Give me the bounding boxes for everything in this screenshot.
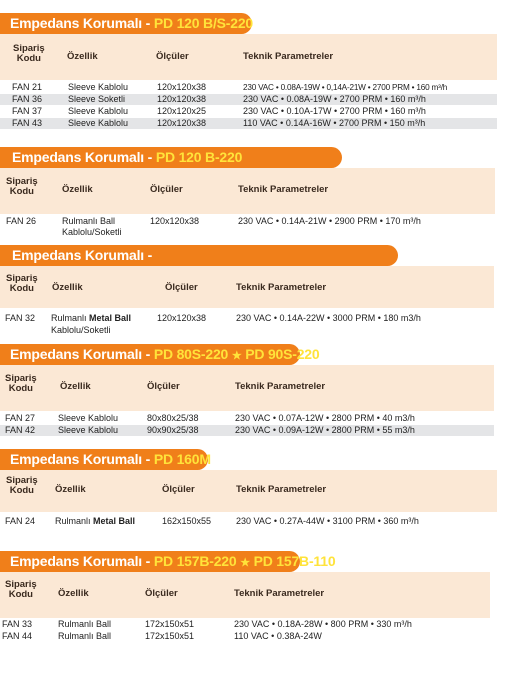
params-cell: 230 VAC • 0.27A-44W • 3100 PRM • 360 m³/h <box>236 516 419 526</box>
feature-bold-text: Metal Ball <box>89 313 132 323</box>
params-cell: 230 VAC • 0.09A-12W • 2800 PRM • 55 m3/h <box>235 425 415 435</box>
code-cell: FAN 33 <box>2 619 33 629</box>
dims-cell: 90x90x25/38 <box>147 425 199 435</box>
title-separator: - <box>147 247 153 263</box>
header-dims: Ölçüler <box>147 381 180 392</box>
feature-cell: Sleeve Kablolu <box>68 118 129 128</box>
section-5-title-tab <box>0 449 211 470</box>
code-cell: FAN 21 <box>12 82 43 92</box>
dims-cell: 120x120x38 <box>150 216 200 226</box>
title-separator: - <box>145 15 151 31</box>
feature-cell: Sleeve Kablolu <box>68 106 129 116</box>
code-cell: FAN 43 <box>12 118 43 128</box>
table-row <box>0 118 497 129</box>
header-params: Teknik Parametreler <box>234 588 325 599</box>
dims-cell: 120x120x38 <box>157 118 207 128</box>
header-code-line2: Kodu <box>9 186 34 197</box>
feature-cell-line2: Kablolu/Soketli <box>51 325 111 335</box>
table-row <box>0 94 497 105</box>
feature-cell <box>55 516 135 527</box>
code-cell: FAN 24 <box>5 516 36 526</box>
code-cell: FAN 44 <box>2 631 33 641</box>
feature-text: Rulmanlı <box>51 313 87 323</box>
title-separator: - <box>147 149 153 165</box>
code-cell: FAN 36 <box>12 94 43 104</box>
params-cell: 230 VAC • 0.08A-19W • 2700 PRM • 160 m³/h <box>243 94 426 104</box>
feature-bold-text: Metal Ball <box>93 516 136 526</box>
header-feature: Özellik <box>60 381 91 392</box>
params-cell: 230 VAC • 0.07A-12W • 2800 PRM • 40 m3/h <box>235 413 415 423</box>
dims-cell: 172x150x51 <box>145 619 195 629</box>
header-code <box>5 580 37 600</box>
feature-cell: Sleeve Kablolu <box>68 82 129 92</box>
table-row <box>0 106 497 117</box>
model-name: PD 160M <box>153 451 211 467</box>
header-code-line2: Kodu <box>9 283 34 294</box>
header-code-line2: Kodu <box>16 53 41 64</box>
header-dims: Ölçüler <box>156 51 189 62</box>
feature-cell: Rulmanlı Ball <box>58 631 112 641</box>
header-code <box>6 177 38 197</box>
params-cell: 230 VAC • 0.18A-28W • 800 PRM • 330 m³/h <box>234 619 412 629</box>
model-name: PD 120 B-220 <box>155 149 243 165</box>
section-title: Empedans Korumalı <box>12 247 144 263</box>
header-code-line1: Sipariş <box>6 176 38 187</box>
header-params: Teknik Parametreler <box>235 381 326 392</box>
code-cell: FAN 32 <box>5 313 36 323</box>
params-cell: 110 VAC • 0.14A-16W • 2700 PRM • 150 m³/h <box>243 118 426 128</box>
section-6-title-tab <box>0 551 336 572</box>
header-params: Teknik Parametreler <box>236 282 327 293</box>
header-feature: Özellik <box>55 484 86 495</box>
section-3-title-tab <box>0 245 398 266</box>
header-dims: Ölçüler <box>162 484 195 495</box>
star-icon: ★ <box>240 557 250 569</box>
title-separator: - <box>145 553 151 569</box>
header-code <box>6 476 38 496</box>
dims-cell: 172x150x51 <box>145 631 195 641</box>
header-params: Teknik Parametreler <box>236 484 327 495</box>
header-code-line2: Kodu <box>8 383 33 394</box>
section-2-title-tab <box>0 147 342 168</box>
header-code <box>5 374 37 394</box>
header-code-line1: Sipariş <box>13 43 45 54</box>
header-code-line2: Kodu <box>9 485 34 496</box>
title-separator: - <box>145 451 151 467</box>
dims-cell: 120x120x25 <box>157 106 207 116</box>
params-cell: 230 VAC • 0.08A-19W • 0,14A-21W • 2700 PRM • 160 m³/h <box>243 83 448 92</box>
section-title: Empedans Korumalı <box>10 15 142 31</box>
header-feature: Özellik <box>58 588 89 599</box>
section-title: Empedans Korumalı <box>10 553 142 569</box>
dims-cell: 120x120x38 <box>157 313 207 323</box>
code-cell: FAN 27 <box>5 413 36 423</box>
dims-cell: 120x120x38 <box>157 94 207 104</box>
model-name: PD 120 B/S-220 <box>153 15 253 31</box>
code-cell: FAN 42 <box>5 425 36 435</box>
model-name: PD 80S-220 <box>153 346 229 362</box>
feature-cell: Rulmanlı Ball <box>62 216 116 226</box>
header-feature: Özellik <box>52 282 83 293</box>
table-row <box>0 413 494 424</box>
code-cell: FAN 26 <box>6 216 37 226</box>
feature-cell: Sleeve Soketli <box>68 94 126 104</box>
dims-cell: 80x80x25/38 <box>147 413 199 423</box>
table-row <box>0 82 497 93</box>
section-4-title-tab <box>0 344 320 365</box>
header-code <box>6 274 38 294</box>
header-dims: Ölçüler <box>165 282 198 293</box>
header-dims: Ölçüler <box>150 184 183 195</box>
params-cell: 230 VAC • 0.14A-21W • 2900 PRM • 170 m³/h <box>238 216 421 226</box>
feature-cell <box>51 313 131 324</box>
section-title: Empedans Korumalı <box>10 451 142 467</box>
header-code-line1: Sipariş <box>5 373 37 384</box>
dims-cell: 162x150x55 <box>162 516 212 526</box>
header-code-line1: Sipariş <box>6 475 38 486</box>
params-cell: 230 VAC • 0.14A-22W • 3000 PRM • 180 m3/h <box>236 313 421 323</box>
feature-cell-line2: Kablolu/Soketli <box>62 227 122 237</box>
header-params: Teknik Parametreler <box>243 51 334 62</box>
header-params: Teknik Parametreler <box>238 184 329 195</box>
feature-text: Rulmanlı <box>55 516 91 526</box>
feature-cell: Sleeve Kablolu <box>58 425 119 435</box>
code-cell: FAN 37 <box>12 106 43 116</box>
dims-cell: 120x120x38 <box>157 82 207 92</box>
params-cell: 110 VAC • 0.38A-24W <box>234 631 322 641</box>
feature-cell: Sleeve Kablolu <box>58 413 119 423</box>
header-feature: Özellik <box>67 51 98 62</box>
title-separator: - <box>145 346 151 362</box>
star-icon: ★ <box>231 350 242 362</box>
header-code-line1: Sipariş <box>5 579 37 590</box>
model-name-2: PD 157B-110 <box>253 553 336 569</box>
header-code-line2: Kodu <box>8 589 33 600</box>
section-title: Empedans Korumalı <box>12 149 144 165</box>
model-name-2: PD 90S-220 <box>245 346 320 362</box>
table-row <box>0 425 494 436</box>
header-code <box>13 44 45 64</box>
header-feature: Özellik <box>62 184 93 195</box>
model-name: PD 157B-220 <box>153 553 237 569</box>
header-dims: Ölçüler <box>145 588 178 599</box>
section-title: Empedans Korumalı <box>10 346 142 362</box>
feature-cell: Rulmanlı Ball <box>58 619 112 629</box>
params-cell: 230 VAC • 0.10A-17W • 2700 PRM • 160 m³/h <box>243 106 426 116</box>
header-code-line1: Sipariş <box>6 273 38 284</box>
section-1-title-tab <box>0 13 252 34</box>
